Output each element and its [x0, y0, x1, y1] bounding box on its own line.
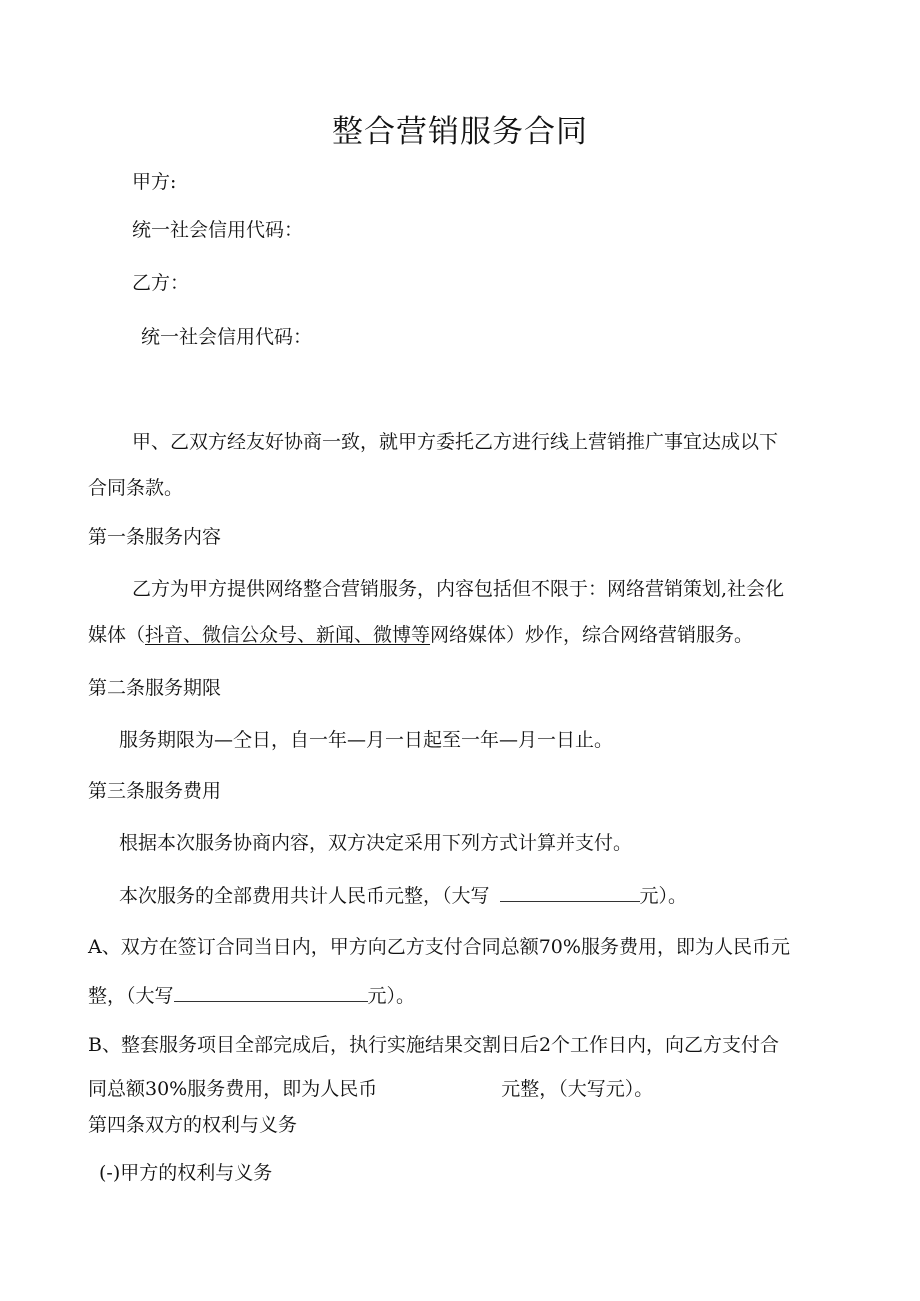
- party-b-credit-code-label: 统一社会信用代码：: [141, 326, 313, 348]
- article-4-heading: 第四条双方的权利与义务: [88, 1114, 298, 1136]
- intro-paragraph-line-2: 合同条款。: [88, 477, 184, 499]
- article-2-heading: 第二条服务期限: [88, 677, 222, 699]
- media-list-underlined: 抖音、微信公众号、新闻、微博等: [145, 624, 431, 646]
- document-title: 整合营销服务合同: [332, 114, 588, 150]
- payment-b-text: 同总额30%服务费用，即为人民币: [88, 1078, 378, 1100]
- payment-b-line-2: [88, 1077, 653, 1101]
- article-1-line-2: [88, 623, 753, 647]
- party-a-label: 甲方:: [132, 171, 177, 193]
- payment-a-text: 整，（大写: [88, 985, 174, 1007]
- payment-a-blank: [174, 983, 368, 1002]
- payment-a-suffix: 元）。: [367, 985, 416, 1007]
- intro-paragraph-line-1: 甲、乙双方经友好协商一致，就甲方委托乙方进行线上营销推广事宜达成以下: [132, 431, 779, 453]
- article-1-line-2-suffix: 网络媒体）炒作，综合网络营销服务。: [430, 624, 754, 646]
- article-1-heading: 第一条服务内容: [88, 526, 222, 548]
- article-3-line-2: [119, 883, 687, 908]
- total-fee-suffix: 元）。: [639, 885, 688, 907]
- article-4-subsection-a: (-)甲方的权利与义务: [99, 1162, 273, 1184]
- article-1-line-1: 乙方为甲方提供网络整合营销服务，内容包括但不限于：网络营销策划,社会化: [132, 578, 785, 600]
- total-fee-blank: [500, 883, 640, 902]
- article-3-heading: 第三条服务费用: [88, 780, 222, 802]
- total-fee-text: 本次服务的全部费用共计人民币元整，（大写: [119, 885, 490, 907]
- party-a-credit-code-label: 统一社会信用代码：: [132, 219, 304, 241]
- article-3-line-1: 根据本次服务协商内容，双方决定采用下列方式计算并支付。: [119, 832, 633, 854]
- payment-b-line-1: B、整套服务项目全部完成后，执行实施结果交割日后2个工作日内，向乙方支付合: [88, 1034, 780, 1056]
- article-1-line-2-prefix: 媒体（: [88, 624, 146, 646]
- payment-a-line-1: A、双方在签订合同当日内，甲方向乙方支付合同总额70%服务费用，即为人民币元: [88, 936, 790, 958]
- payment-a-line-2: [88, 983, 415, 1008]
- article-2-line-1: 服务期限为—仝日，自一年—月一日起至一年—月一日止。: [119, 729, 614, 751]
- party-b-label: 乙方：: [132, 272, 190, 294]
- payment-b-suffix: 元整，（大写元）。: [501, 1078, 654, 1100]
